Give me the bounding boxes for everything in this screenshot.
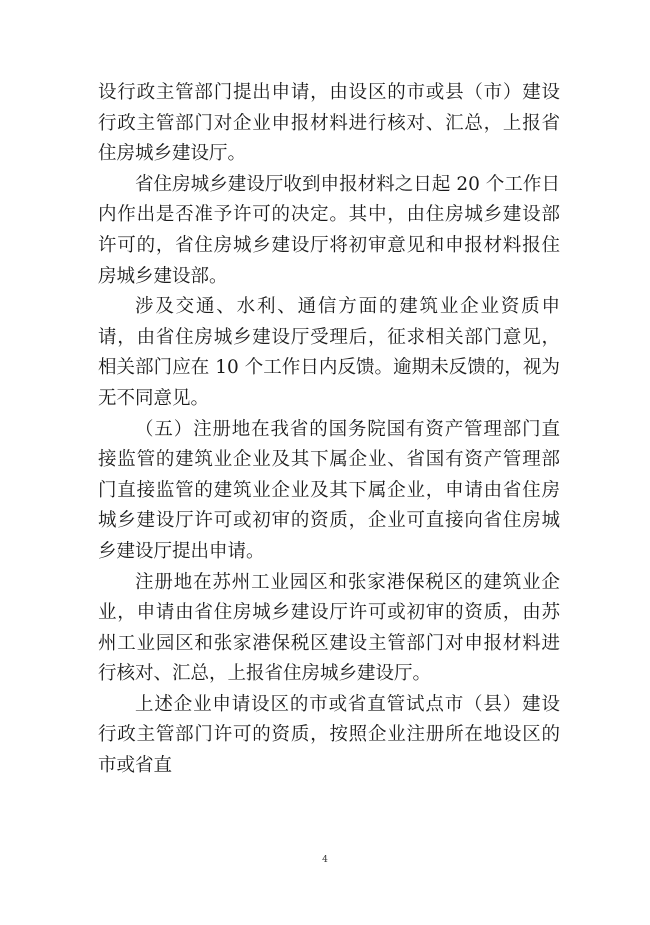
paragraph-city-level-qualification: 上述企业申请设区的市或省直管试点市（县）建设行政主管部门许可的资质，按照企业注册所在地设区的市或省直 <box>98 693 560 777</box>
paragraph-review-deadline: 省住房城乡建设厅收到申报材料之日起 20 个工作日内作出是否准予许可的决定。其中，由住房城乡建设部许可的，省住房城乡建设厅将初审意见和申报材料报住房城乡建设部。 <box>98 173 560 287</box>
page-number: 4 <box>322 855 328 865</box>
paragraph-section-five: （五）注册地在我省的国务院国有资产管理部门直接监管的建筑业企业及其下属企业、省国有资产管理部门直接监管的建筑业企业及其下属企业，申请由省住房城乡建设厅许可或初审的资质，企业可直接向省住房城乡建设厅提出申请。 <box>98 418 560 562</box>
paragraph-suzhou-zhangjiagang: 注册地在苏州工业园区和张家港保税区的建筑业企业，申请由省住房城乡建设厅许可或初审的资质，由苏州工业园区和张家港保税区建设主管部门对申报材料进行核对、汇总，上报省住房城乡建设厅。 <box>98 571 560 685</box>
paragraph-continued: 设行政主管部门提出申请，由设区的市或县（市）建设行政主管部门对企业申报材料进行核对、汇总，上报省住房城乡建设厅。 <box>98 82 560 165</box>
paragraph-related-departments: 涉及交通、水利、通信方面的建筑业企业资质申请，由省住房城乡建设厅受理后，征求相关部门意见，相关部门应在 10 个工作日内反馈。逾期未反馈的，视为无不同意见。 <box>98 296 560 409</box>
document-body <box>98 78 560 782</box>
